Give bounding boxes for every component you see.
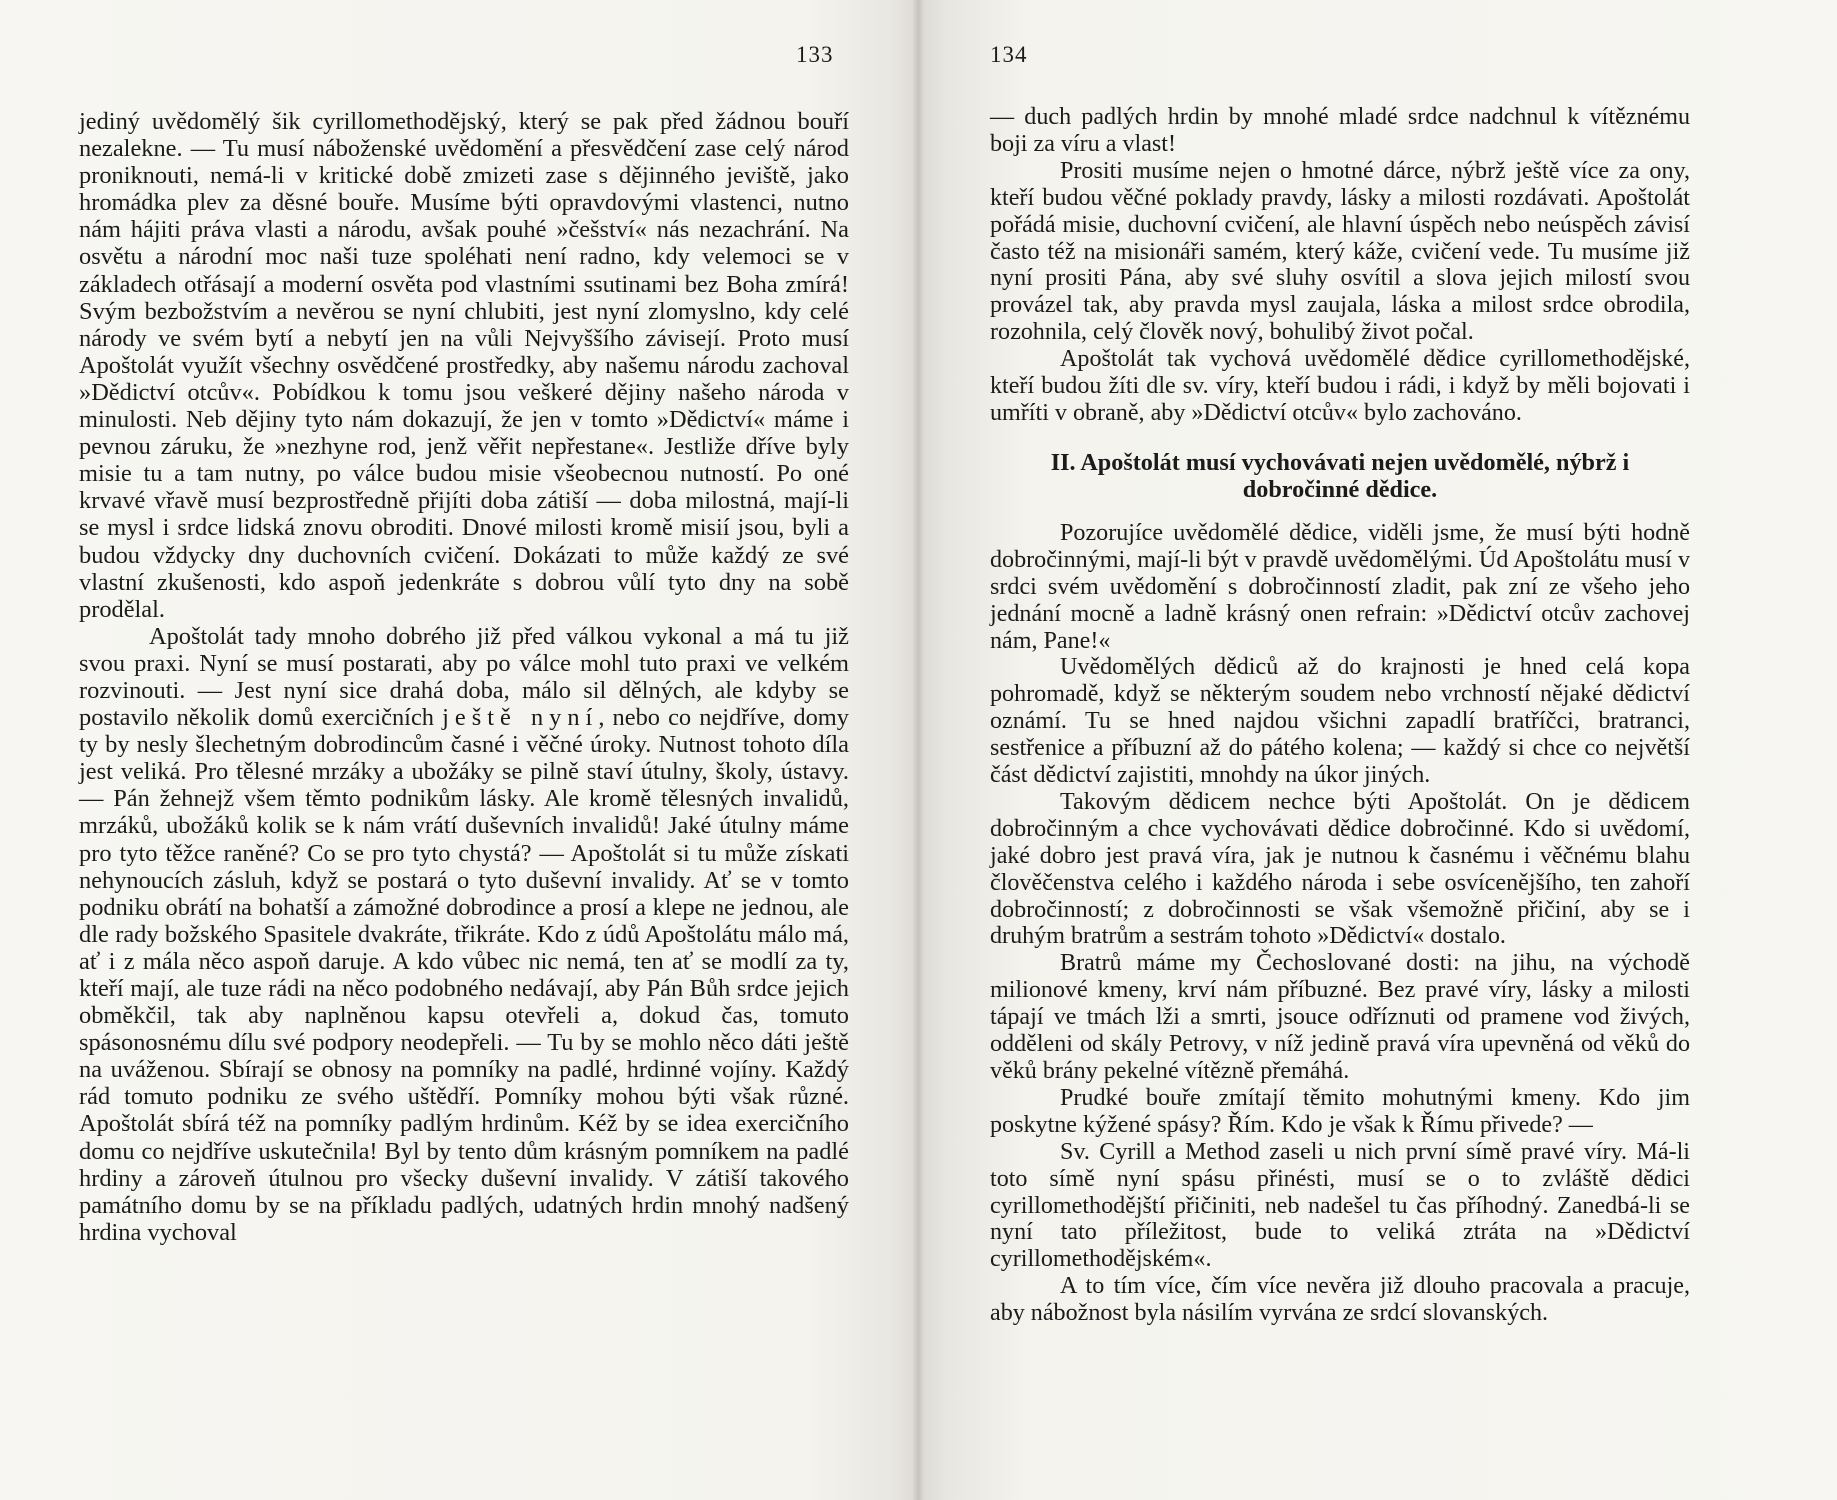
text-run: Apoštolát tady mnoho dobrého již před válkou vykonal a má tu již svou praxi. Nyní se musí postarati, aby po válce mohl tuto praxi ve velkém rozvinouti. — Jest nyní sice drahá doba, málo sil dělných, ale kdyby se postavilo několik domů exercičních xyxy=(79,622,849,732)
paragraph: Uvědomělých dědiců až do krajnosti je hned celá kopa pohromadě, když se některým soudem nebo vrchností nějaké dědictví oznámí. Tu se hned najdou všichni zapadlí bratříčci, bratranci, sestřenice a příbuzní až do pátého kolena; — každý si chce co největší část dědictví zajistiti, mnohdy na úkor jiných. xyxy=(990,654,1690,789)
paragraph: Pozorujíce uvědomělé dědice, viděli jsme, že musí býti hodně dobročinnými, mají-li být v pravdě uvědomělými. Úd Apoštolátu musí v srdci svém uvědomění s dobročinností zladit, pak zní ze všeho jeho jednání mocně a ladně krásný onen refrain: »Dědictví otcův zachovej nám, Pane!« xyxy=(990,519,1690,654)
paragraph: Takovým dědicem nechce býti Apoštolát. On je dědicem dobročinným a chce vychovávati dědice dobročinné. Kdo si uvědomí, jaké dobro jest pravá víra, jak je nutnou k časnému i věčnému blahu člověčenstva celého i každého národa i sebe osvícenějšího, ten zahoří dobročinností; z dobročinnosti se však všemožně přičiní, aby se i druhým bratrům a sestrám tohoto »Dědictví« dostalo. xyxy=(990,788,1690,950)
paragraph: Prositi musíme nejen o hmotné dárce, nýbrž ještě více za ony, kteří budou věčné poklady pravdy, lásky a milosti rozdávati. Apoštolát pořádá misie, duchovní cvičení, ale hlavní úspěch nebo neúspěch závisí často též na misionáři samém, který káže, cvičení vede. Tu musíme již nyní prositi Pána, aby své sluhy osvítil a slova jejich milostí svou provázel tak, aby pravda mysl zaujala, láska a milost srdce obrodila, rozohnila, celý člověk nový, bohulibý život počal. xyxy=(990,157,1690,346)
page-number-left: 133 xyxy=(796,42,834,67)
spaced-emphasis: ještě nyní xyxy=(442,704,599,732)
left-page xyxy=(0,0,918,1500)
text-run: jediný uvědomělý šik cyrillomethodějský, který se pak před žádnou bouří nezalekne. — Tu musí náboženské uvědomění a přesvědčení zase celý národ proniknouti, nemá-li v kritické době zmizeti zase s dějinného jeviště, jako hromádka plev za děsné bouře. Musíme býti opravdovými vlastenci, nutno nám hájiti práva vlasti a národu, avšak pouhé »češství« nás nezachrání. Na osvětu a národní moc naši tuze spoléhati není radno, kdy velemoci se v základech otřásají a moderní osvěta pod vlastními ssutinami bez Boha zmírá! Svým bezbožstvím a nevěrou se nyní chlubiti, jest nyní zlomyslno, kdy celé národy ve svém bytí a nebytí jen na vůli Nejvyššího závisejí. Proto musí Apoštolát využít všechny osvědčené prostředky, aby našemu národu zachoval »Dědictví otcův«. Pobídkou k tomu jsou veškeré dějiny našeho národa v minulosti. Neb dějiny tyto nám dokazují, že jen v tomto »Dědictví« máme i pevnou záruku, že »nezhyne rod, jenž věřit nepřestane«. Jestliže dříve byly misie tu a tam nutny, po válce budou misie všeobecnou nutností. Po oné krvavé vřavě musí bezprostředně přijíti doba zátiší — doba milostná, mají-li se mysl i srdce lidská znovu obroditi. Dnové milosti kromě misií jsou, byli a budou vždycky dny duchovních cvičení. Dokázati to může každý ze své vlastní zkušenosti, kdo aspoň jedenkráte s dobrou vůlí tyto dny na sobě prodělal. xyxy=(79,108,849,623)
paragraph xyxy=(79,108,849,623)
section-heading xyxy=(990,449,1690,503)
paragraph: Prudké bouře zmítají těmito mohutnými kmeny. Kdo jim poskytne kýžené spásy? Řím. Kdo je však k Římu přivede? — xyxy=(990,1084,1690,1138)
section-number: II. xyxy=(1050,448,1076,476)
page-number-right: 134 xyxy=(990,42,1028,67)
paragraph: A to tím více, čím více nevěra již dlouho pracovala a pracuje, aby nábožnost byla násilím vyrvána ze srdcí slovanských. xyxy=(990,1273,1690,1327)
paragraph: Bratrů máme my Čechoslované dosti: na jihu, na východě milionové kmeny, krví nám příbuzné. Bez pravé víry, lásky a milosti tápají ve tmách lži a smrti, jsouce odříznuti od pramene vod živých, odděleni od skály Petrovy, v níž jedině pravá víra upevněná od věků do věků brány pekelné vítězně přemáhá. xyxy=(990,950,1690,1084)
paragraph: — duch padlých hrdin by mnohé mladé srdce nadchnul k vítěznému boji za víru a vlast! xyxy=(990,104,1690,157)
book-gutter xyxy=(912,0,924,1500)
text-run: , nebo co nejdříve, domy ty by nesly šlechetným dobrodincům časné i věčné úroky. Nutnost tohoto díla jest veliká. Pro tělesné mrzáky a ubožáky se pilně staví útulny, školy, ústavy. — Pán žehnejž všem těmto podnikům lásky. Ale kromě tělesných invalidů, mrzáků, ubožáků kolik se k nám vrátí duševních invalidů! Jaké útulny máme pro tyto těžce raněné? Co se pro tyto chystá? — Apoštolát si tu může získati nehynoucích zásluh, když se postará o tyto duševní invalidy. Ať se v tomto podniku obrátí na bohatší a zámožné dobrodince a prosí a klepe ne jednou, ale dle rady božského Spasitele dvakráte, třikráte. Kdo z údů Apoštolátu málo má, ať i z mála něco aspoň daruje. A kdo vůbec nic nemá, ten ať se modlí za ty, kteří mají, ale tuze rádi na něco podobného nedávají, aby Pán Bůh srdce jejich obměkčil, tak aby naplněnou kapsu otevřeli a, dokud čas, tomuto spásonosnému dílu své podpory neodepřeli. — Tu by se mohlo něco dáti ještě na uváženou. Sbírají se obnosy na pomníky na padlé, hrdinné vojíny. Každý rád tomuto podniku ze svého uštědří. Pomníky mohou býti však různé. Apoštolát sbírá též na pomníky padlým hrdinům. Kéž by se idea exercičního domu co nejdříve uskutečnila! Byl by tento dům krásným pomníkem na padlé hrdiny a zároveň útulnou pro všecky duševní invalidy. V zátiší takového památního domu by se na příkladu padlých, udatných hrdin mnohý nadšený hrdina vychoval xyxy=(79,704,849,1246)
left-text-column xyxy=(79,108,849,1246)
paragraph: Sv. Cyrill a Method zaseli u nich první símě pravé víry. Má-li toto símě nyní spásu přinésti, musí se o to zvláště dědici cyrillomethodějští přičiniti, neb nadešel tu čas příhodný. Zanedbá-li se nyní tato příležitost, bude to veliká ztráta na »Dědictví cyrillomethodějském«. xyxy=(990,1138,1690,1273)
right-page xyxy=(918,0,1837,1500)
right-text-column xyxy=(990,104,1690,1327)
paragraph: Apoštolát tak vychová uvědomělé dědice cyrillomethodějské, kteří budou žíti dle sv. víry, kteří budou i rádi, i když by měli bojovati i umříti v obraně, aby »Dědictví otcův« bylo zachováno. xyxy=(990,346,1690,426)
section-title: Apoštolát musí vychovávati nejen uvědomělé, nýbrž i dobročinné dědice. xyxy=(1080,448,1630,503)
paragraph xyxy=(79,623,849,1246)
